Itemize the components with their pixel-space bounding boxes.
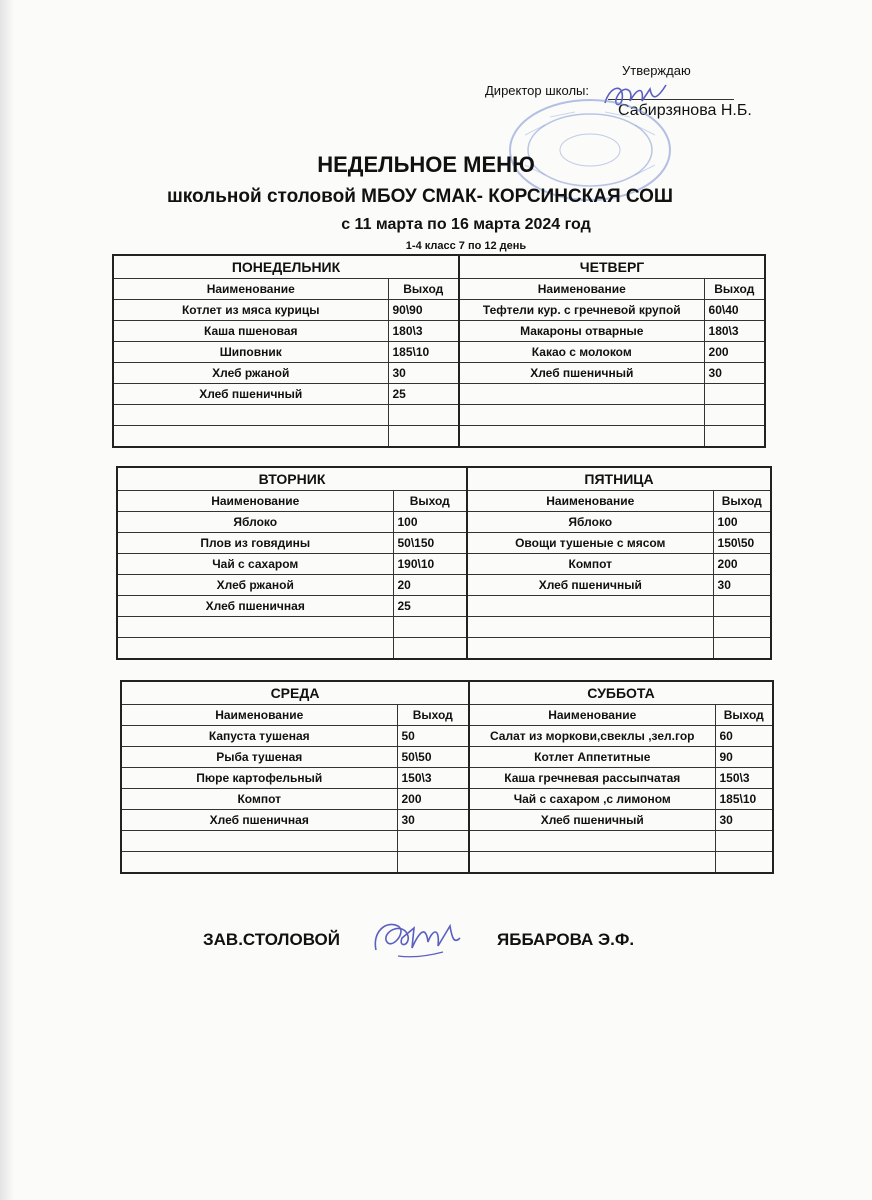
page-title: НЕДЕЛЬНОЕ МЕНЮ: [317, 152, 535, 177]
column-header-output: Выход: [397, 705, 469, 726]
day-header: ЧЕТВЕРГ: [459, 255, 765, 279]
dish-output: 50\150: [393, 533, 467, 554]
dish-name: Овощи тушеные с мясом: [467, 533, 713, 554]
dish-name: Хлеб пшеничная: [117, 596, 393, 617]
dish-output: 60: [715, 726, 773, 747]
dish-name: [469, 852, 715, 874]
dish-name: [121, 831, 397, 852]
dish-output: [393, 638, 467, 660]
dish-name: [113, 426, 388, 448]
table-row: [121, 747, 773, 768]
dish-name: Чай с сахаром ,с лимоном: [469, 789, 715, 810]
dish-output: 150\50: [713, 533, 771, 554]
dish-name: Хлеб ржаной: [113, 363, 388, 384]
table-row: [117, 554, 771, 575]
column-header-name: Наименование: [459, 279, 704, 300]
dish-name: Котлет из мяса курицы: [113, 300, 388, 321]
table-row: [113, 321, 765, 342]
cook-signature-icon: [368, 912, 468, 962]
dish-name: Яблоко: [117, 512, 393, 533]
dish-output: 100: [713, 512, 771, 533]
dish-name: [467, 638, 713, 660]
dish-output: 30: [715, 810, 773, 831]
column-header-name: Наименование: [469, 705, 715, 726]
dish-name: Тефтели кур. с гречневой крупой: [459, 300, 704, 321]
dish-name: Хлеб пшеничный: [469, 810, 715, 831]
director-label: Директор школы:: [485, 83, 589, 98]
table-row: [113, 384, 765, 405]
dish-output: [397, 852, 469, 874]
dish-name: [467, 617, 713, 638]
dish-output: 150\3: [397, 768, 469, 789]
scan-edge-shadow: [0, 0, 14, 1200]
table-row: [113, 405, 765, 426]
dish-name: [113, 405, 388, 426]
dish-name: [467, 596, 713, 617]
dish-output: 25: [393, 596, 467, 617]
grade-note: 1-4 класс 7 по 12 день: [405, 240, 527, 252]
dish-output: [388, 405, 459, 426]
dish-name: Компот: [121, 789, 397, 810]
dish-name: Чай с сахаром: [117, 554, 393, 575]
dish-output: 100: [393, 512, 467, 533]
dish-name: Какао с молоком: [459, 342, 704, 363]
menu-table-tue-fri: [116, 466, 772, 660]
dish-output: 185\10: [388, 342, 459, 363]
dish-name: Котлет Аппетитные: [469, 747, 715, 768]
dish-name: Яблоко: [467, 512, 713, 533]
dish-output: [713, 638, 771, 660]
dish-name: [459, 405, 704, 426]
dish-name: [117, 617, 393, 638]
dish-name: Каша пшеновая: [113, 321, 388, 342]
dish-output: [704, 384, 765, 405]
cook-name: ЯББАРОВА Э.Ф.: [497, 930, 635, 949]
dish-output: 90\90: [388, 300, 459, 321]
column-header-output: Выход: [393, 491, 467, 512]
director-name: Сабирзянова Н.Б.: [618, 102, 752, 119]
dish-output: 60\40: [704, 300, 765, 321]
cook-role-label: ЗАВ.СТОЛОВОЙ: [203, 930, 340, 949]
dish-name: Хлеб пшеничная: [121, 810, 397, 831]
dish-name: Пюре картофельный: [121, 768, 397, 789]
dish-output: 185\10: [715, 789, 773, 810]
dish-output: 180\3: [704, 321, 765, 342]
table-row: [121, 726, 773, 747]
dish-name: Хлеб пшеничный: [113, 384, 388, 405]
dish-output: 180\3: [388, 321, 459, 342]
dish-output: [704, 426, 765, 448]
table-row: [117, 617, 771, 638]
dish-output: 200: [713, 554, 771, 575]
dish-output: 90: [715, 747, 773, 768]
page-subtitle: школьной столовой МБОУ СМАК- КОРСИНСКАЯ СОШ: [166, 186, 674, 207]
column-header-name: Наименование: [113, 279, 388, 300]
dish-output: [704, 405, 765, 426]
dish-name: Хлеб пшеничный: [459, 363, 704, 384]
table-row: [121, 852, 773, 874]
day-header: СУББОТА: [469, 681, 773, 705]
dish-name: [117, 638, 393, 660]
day-header: ВТОРНИК: [117, 467, 467, 491]
column-header-output: Выход: [715, 705, 773, 726]
column-header-output: Выход: [713, 491, 771, 512]
dish-output: [397, 831, 469, 852]
day-header: ПОНЕДЕЛЬНИК: [113, 255, 459, 279]
dish-output: [713, 617, 771, 638]
column-header-name: Наименование: [467, 491, 713, 512]
dish-name: Каша гречневая рассыпчатая: [469, 768, 715, 789]
dish-name: Хлеб ржаной: [117, 575, 393, 596]
dish-name: Макароны отварные: [459, 321, 704, 342]
dish-name: Рыба тушеная: [121, 747, 397, 768]
table-row: [117, 575, 771, 596]
table-row: [113, 300, 765, 321]
dish-output: 30: [713, 575, 771, 596]
dish-name: Плов из говядины: [117, 533, 393, 554]
dish-output: 25: [388, 384, 459, 405]
table-row: [117, 596, 771, 617]
dish-name: [121, 852, 397, 874]
dish-output: 50: [397, 726, 469, 747]
table-row: [113, 426, 765, 448]
day-header: СРЕДА: [121, 681, 469, 705]
dish-output: [388, 426, 459, 448]
dish-output: [715, 831, 773, 852]
dish-name: Шиповник: [113, 342, 388, 363]
table-row: [117, 533, 771, 554]
dish-output: [715, 852, 773, 874]
table-row: [121, 768, 773, 789]
dish-output: [393, 617, 467, 638]
dish-output: [713, 596, 771, 617]
table-row: [121, 810, 773, 831]
dish-name: [459, 384, 704, 405]
day-header: ПЯТНИЦА: [467, 467, 771, 491]
table-row: [117, 512, 771, 533]
column-header-output: Выход: [704, 279, 765, 300]
dish-output: 50\50: [397, 747, 469, 768]
table-row: [113, 342, 765, 363]
dish-name: [459, 426, 704, 448]
column-header-name: Наименование: [117, 491, 393, 512]
dish-output: 30: [704, 363, 765, 384]
dish-name: [469, 831, 715, 852]
dish-output: 200: [704, 342, 765, 363]
dish-name: Салат из моркови,свеклы ,зел.гор: [469, 726, 715, 747]
dish-name: Хлеб пшеничный: [467, 575, 713, 596]
dish-name: Капуста тушеная: [121, 726, 397, 747]
dish-output: 190\10: [393, 554, 467, 575]
table-row: [121, 789, 773, 810]
dish-output: 20: [393, 575, 467, 596]
approval-word: Утверждаю: [622, 63, 691, 78]
dish-name: Компот: [467, 554, 713, 575]
date-range: с 11 марта по 16 марта 2024 год: [341, 216, 591, 233]
table-row: [113, 363, 765, 384]
dish-output: 30: [397, 810, 469, 831]
menu-table-mon-thu: [112, 254, 766, 448]
table-row: [117, 638, 771, 660]
menu-table-wed-sat: [120, 680, 774, 874]
column-header-name: Наименование: [121, 705, 397, 726]
dish-output: 200: [397, 789, 469, 810]
table-row: [121, 831, 773, 852]
dish-output: 30: [388, 363, 459, 384]
dish-output: 150\3: [715, 768, 773, 789]
column-header-output: Выход: [388, 279, 459, 300]
